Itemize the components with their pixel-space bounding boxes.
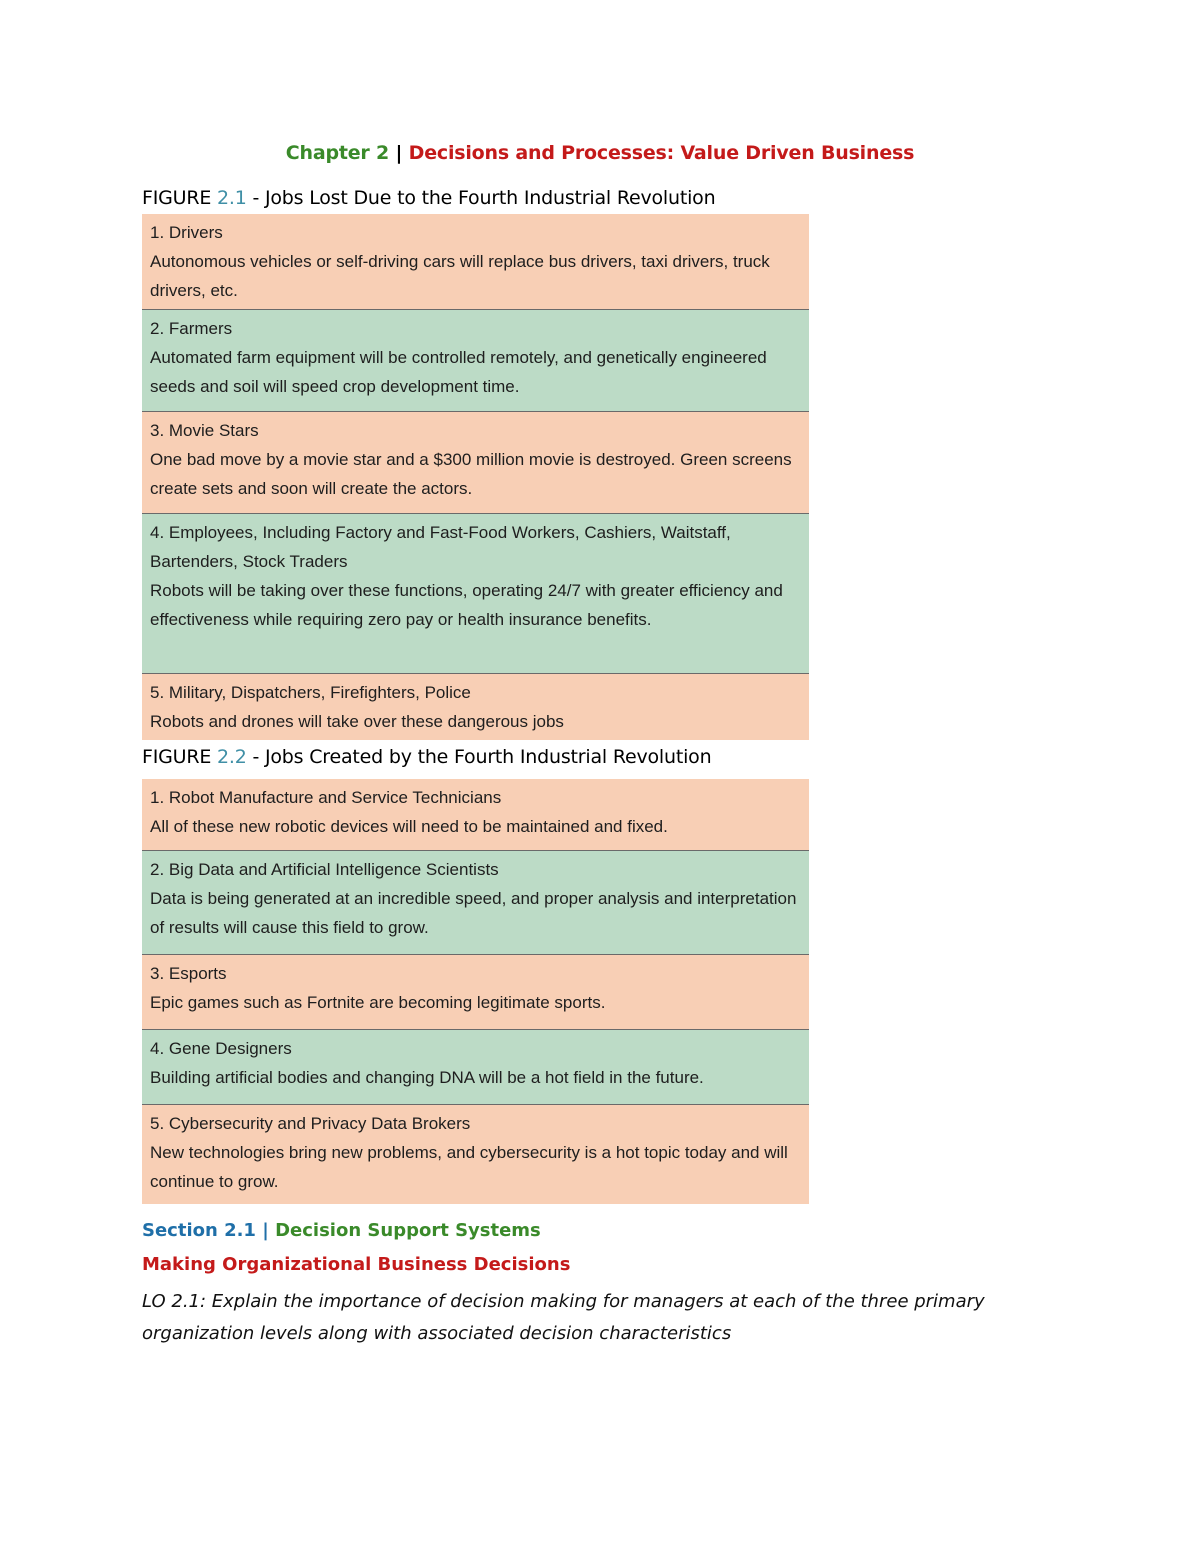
figure-2-2-row	[142, 779, 809, 851]
figure-2-1-caption	[142, 187, 715, 209]
figure-2-1-title: - Jobs Lost Due to the Fourth Industrial Revolution	[252, 187, 716, 209]
topic-heading: Making Organizational Business Decisions	[142, 1254, 571, 1275]
row-title: 2. Farmers	[150, 319, 233, 338]
section-title: Decision Support Systems	[275, 1220, 541, 1241]
row-description: Automated farm equipment will be controlled remotely, and genetically engineered seeds and soil will speed crop development time.	[150, 348, 767, 396]
row-title: 1. Robot Manufacture and Service Technicians	[150, 788, 502, 807]
figure-2-2-row	[142, 1030, 809, 1105]
figure-2-1-row	[142, 214, 809, 310]
row-description: One bad move by a movie star and a $300 million movie is destroyed. Green screens create sets and soon will create the actors.	[150, 450, 792, 498]
figure-2-1-number: 2.1	[217, 187, 247, 209]
row-title: 3. Esports	[150, 964, 227, 983]
learning-objective: LO 2.1: Explain the importance of decision making for managers at each of the three primary organization levels along with associated decision characteristics	[142, 1291, 985, 1344]
figure-2-2-title: - Jobs Created by the Fourth Industrial Revolution	[252, 746, 712, 768]
chapter-title: Decisions and Processes: Value Driven Business	[408, 142, 915, 164]
row-title: 5. Military, Dispatchers, Firefighters, Police	[150, 683, 471, 702]
row-description: Robots and drones will take over these dangerous jobs	[150, 712, 564, 731]
figure-2-1-row	[142, 310, 809, 412]
figure-2-1-table	[142, 214, 809, 740]
row-description: Autonomous vehicles or self-driving cars will replace bus drivers, taxi drivers, truck drivers, etc.	[150, 252, 770, 300]
figure-2-2-caption	[142, 746, 711, 768]
row-description: All of these new robotic devices will need to be maintained and fixed.	[150, 817, 668, 836]
figure-2-1-row	[142, 674, 809, 740]
figure-2-1-word: FIGURE	[142, 187, 212, 209]
figure-2-2-row	[142, 1105, 809, 1204]
row-title: 5. Cybersecurity and Privacy Data Brokers	[150, 1114, 471, 1133]
row-title: 2. Big Data and Artificial Intelligence Scientists	[150, 860, 499, 879]
chapter-separator: |	[395, 142, 403, 164]
figure-2-2-row	[142, 851, 809, 955]
figure-2-2-word: FIGURE	[142, 746, 212, 768]
figure-2-1-row	[142, 412, 809, 514]
chapter-heading	[0, 142, 1200, 164]
figure-2-2-row	[142, 955, 809, 1030]
row-title: 4. Employees, Including Factory and Fast-Food Workers, Cashiers, Waitstaff, Bartenders, Stock Traders	[150, 523, 731, 571]
row-description: Data is being generated at an incredible speed, and proper analysis and interpretation of results will cause this field to grow.	[150, 889, 797, 937]
section-separator: |	[262, 1220, 269, 1241]
section-label: Section 2.1	[142, 1220, 256, 1241]
figure-2-2-number: 2.2	[217, 746, 247, 768]
row-title: 4. Gene Designers	[150, 1039, 292, 1058]
row-title: 3. Movie Stars	[150, 421, 259, 440]
figure-2-2-table	[142, 779, 809, 1204]
figure-2-1-row	[142, 514, 809, 674]
row-description: Robots will be taking over these functions, operating 24/7 with greater efficiency and effectiveness while requiring zero pay or health insurance benefits.	[150, 581, 783, 629]
row-title: 1. Drivers	[150, 223, 223, 242]
chapter-label: Chapter 2	[285, 142, 390, 164]
section-heading	[142, 1220, 541, 1241]
row-description: Epic games such as Fortnite are becoming legitimate sports.	[150, 993, 606, 1012]
row-description: New technologies bring new problems, and cybersecurity is a hot topic today and will continue to grow.	[150, 1143, 788, 1191]
row-description: Building artificial bodies and changing DNA will be a hot field in the future.	[150, 1068, 704, 1087]
